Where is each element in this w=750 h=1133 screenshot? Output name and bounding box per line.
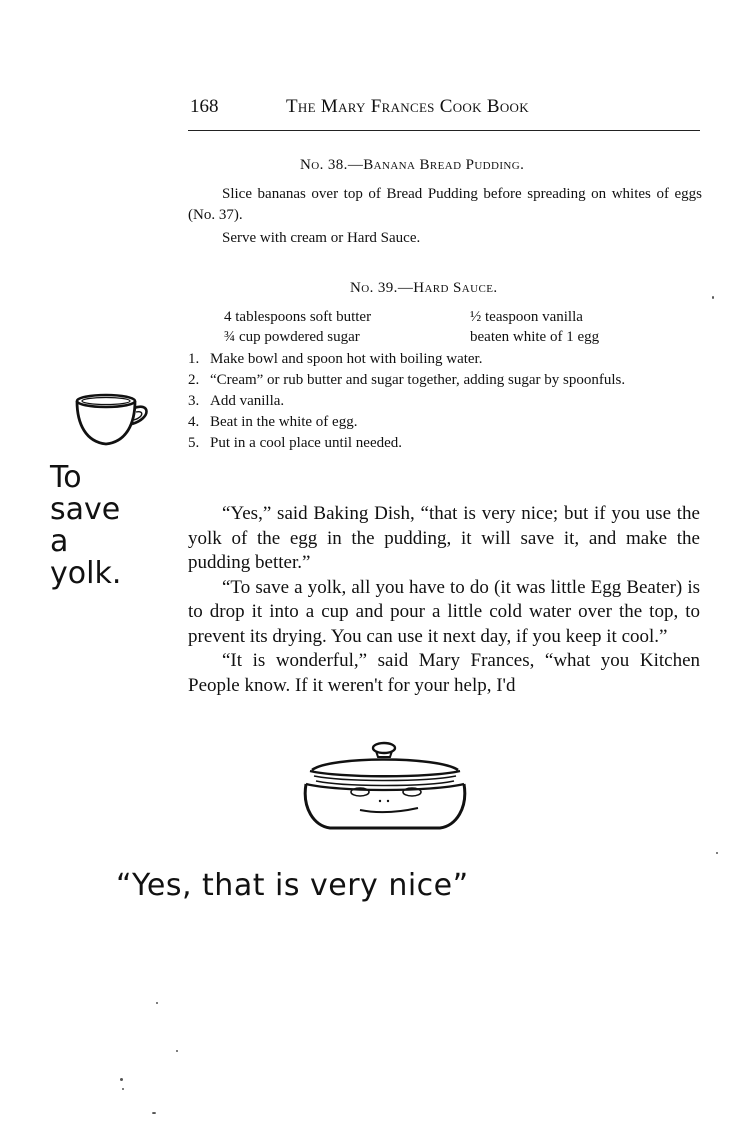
teacup-icon: [72, 390, 154, 452]
step-item: 2. “Cream” or rub butter and sugar together, adding sugar by spoonfuls.: [188, 372, 626, 388]
story-paragraph: “To save a yolk, all you have to do (it was little Egg Beater) is to drop it into a cup and pour a little cold water over the top, to prevent its drying. You can use it next day, if you keep it cool.”: [188, 576, 700, 647]
step-item: 4. Beat in the white of egg.: [188, 414, 358, 430]
scan-speck: [712, 296, 714, 299]
recipe-39-steps: [188, 349, 702, 454]
story-paragraph: “Yes,” said Baking Dish, “that is very nice; but if you use the yolk of the egg in the pudding, it will save it, and make the pudding better.”: [188, 503, 700, 573]
margin-note-line: To: [50, 460, 82, 495]
scan-speck: [156, 1002, 158, 1004]
header-rule: [188, 130, 700, 131]
story-paragraph: “It is wonderful,” said Mary Frances, “what you Kitchen People know. If it weren't for your help, I'd: [188, 650, 700, 696]
step-item: 1. Make bowl and spoon hot with boiling water.: [188, 351, 483, 367]
scan-speck: [176, 1050, 178, 1052]
margin-note-line: yolk.: [50, 556, 122, 591]
margin-note-line: a: [50, 524, 69, 559]
illustration-caption: “Yes, that is very nice”: [116, 868, 469, 903]
ingredient-item: 4 tablespoons soft butter: [224, 309, 372, 325]
margin-note: [50, 462, 121, 590]
margin-note-line: save: [50, 492, 121, 527]
scan-speck: [716, 852, 718, 854]
ingredient-item: ¾ cup powdered sugar: [224, 329, 360, 345]
recipe-38-serve: Serve with cream or Hard Sauce.: [222, 230, 421, 246]
scan-speck: [120, 1078, 123, 1081]
page-number: 168: [190, 96, 219, 117]
story-text: [188, 502, 700, 698]
step-item: 5. Put in a cool place until needed.: [188, 435, 403, 451]
running-title: The Mary Frances Cook Book: [286, 96, 529, 117]
baking-dish-icon: [300, 738, 470, 834]
ingredient-item: ½ teaspoon vanilla: [470, 309, 583, 325]
recipe-38-title: No. 38.—Banana Bread Pudding.: [300, 157, 525, 173]
ingredient-item: beaten white of 1 egg: [470, 329, 600, 345]
scan-speck: [122, 1088, 124, 1090]
scan-speck: [152, 1112, 156, 1114]
step-item: 3. Add vanilla.: [188, 393, 285, 409]
recipe-39-title: No. 39.—Hard Sauce.: [350, 280, 498, 296]
recipe-38-text: Slice bananas over top of Bread Pudding before spreading on whites of eggs (No. 37).: [188, 186, 702, 223]
